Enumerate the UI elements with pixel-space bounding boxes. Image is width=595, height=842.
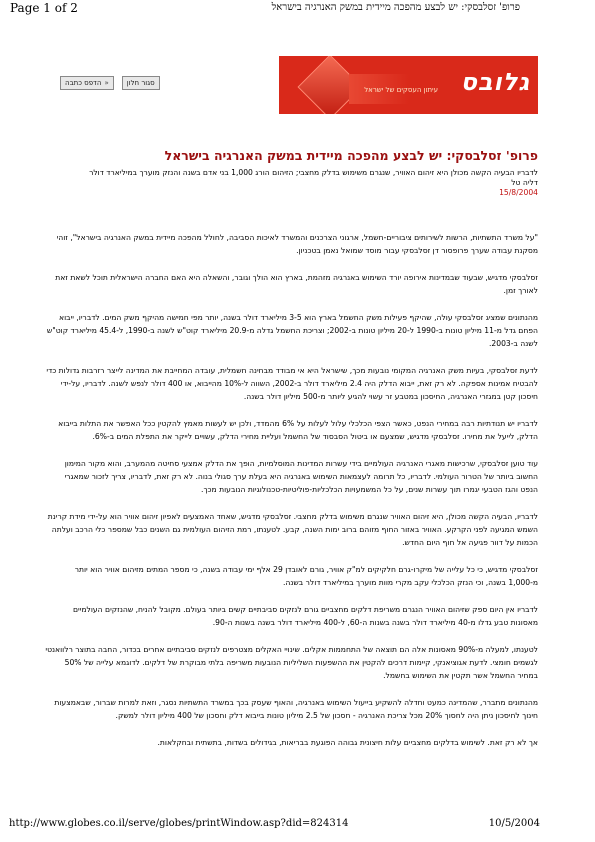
article-paragraph: זסלבסקי מדגיש, כי כל עלייה של מיקרו-גרם חלקיקים למ"ק אוויר, גורם לאובדן 29 אלף ימי עבודה בשנה, כי מספר המתים מזיהום אוויר הוא יותר מ-1,000 בשנה, וכי הנזק הכלכלי עקב מקרי מוות מוערך במיליארד דולר בשנה. [74,565,538,587]
article-body [45,231,538,763]
globes-banner[interactable] [279,56,538,114]
toolbar [60,76,160,90]
print-header-page-number: Page 1 of 2 [10,1,78,15]
article-paragraph: לטענתו, למעלה מ-90% מאסונות אלה הם תוצאה של התחממות אקלים. שינויי האקלים מצטרפים לנזקים סביבתיים אחרים בכדור, החבה בתוצר רלוואנטי לגשמים חומצי. לדעת אגוציאנקי, קיימות דרכים להקטין את ההשפעות השליליות הנובעות משריפה בלתי מבוקרת של דלקים. לדוגמא עלייה של 50% במחיר החשמל אשר תקטין את השימוש בחשמל. [45,645,538,680]
article-paragraph: "על משרד התשתיות, הרשות לשירותים ציבוריים-חשמל, ארגוני הצרכנים והמשרד לאיכות הסביבה, לחולל מהפכה מיידית במשק האנרגיה בישראל", זוהי מסקנת עבודה שערך פרופסור דן זסלבסקי עבור מוסד שמואל נאמן בטכניון. [56,233,538,255]
print-footer-date: 10/5/2004 [488,818,540,829]
print-header-title: פרופ' זסלבסקי: יש לבצע מהפכה מיידית במשק האנרגיה בישראל [271,2,520,13]
article-paragraph: עוד טוען זסלבסקי, שרכישות מאגרי האנרגיה העולמיים בידי עשרות המדינות המוסלמיות, הופך את הדלק אמצעי סחיטה מהמערב, והוא מקור המימון החשוב ביותר של הטרור העולמי. לדבריו, כל תרומה לעצמאות השימוש באנרגיה היא בעלת ערך סגולי בנוה. לא רק זאת, לדבריו, צריך לזכור שמאגרי הנפט והגז הטבעי יגמרו תוך עשרות שנים, על כל המשמעויות הכלכליות-פוליטיות-טכנולוגיות הנובעות מכך. [64,459,538,494]
article-headline: פרופ' זסלבסקי: יש לבצע מהפכה מיידית במשק האנרגיה בישראל [164,148,538,163]
double-arrow-icon: « [104,79,109,87]
article-paragraph: מהנתונים שמציג זסלבסקי עולה, שהיקף פעילות משק החשמל בארץ הוא 3-5 מיליארד דולר בשנה, יותר מפי חמישה מהיקף משק המים. לדבריו, ייבוא הפחם גדל מ-11 מיליון טונות ב-1990 ל-20 מיליון טונות ב-2002; וצריכת החשמל גדלה מ-20.9 מיליארד קוט"ש לשנה ב-1990, ל-45.4 מיליארד קוט"ש לשנה ב-2003. [46,313,538,348]
print-article-label: הדפס כתבה [65,79,102,87]
print-footer-url: http://www.globes.co.il/serve/globes/printWindow.asp?did=824314 [9,818,349,829]
article-subhead: לדבריו הבעיה הקשה מכולן היא זיהום האוויר, שנגרם משימוש בדלק מחצבי; הזיהום הורג 1,000 בני אדם בשנה והנזק מוערך במיליארד דולר [89,168,538,177]
article-paragraph: מהנתונים מתברר, שהמדינה כמעט וחדלה להשקיע בייעול השימוש באנרגיה, והאוף שעסק בכך במשרד התשתיות נסגר, וזאת למרות שברור, שבאמצעות חינוך לחיסכון ניתן היה לחסוך 20% מכל צריכת האנרגיה - חסכון של 2.5 מיליון טונות בייבוא דלק וחסכון של 400 מיליון דולר למשק. [54,698,538,720]
globes-logo: גלובס [460,68,530,96]
article-date: 15/8/2004 [499,188,538,197]
banner-tagline: עיתון העסקים של ישראל [364,86,438,94]
article-paragraph: אך לא רק זאת. לשימוש בדלקים מחצביים עלות חיצונית גבוהה הפוגעת בבריאות, בגידולים בשדות, בתשתית ובחקלאות. [157,738,538,747]
article-author: דליה טל [511,178,538,187]
article-paragraph: לדבריו יש תנודתיות רבה במחירי הנפט, כאשר הצפי הכלכלי עלול לעלות על 6% מהמדד, ולכן יש לעשות מאמץ להקטין ככל האפשר את התלות בייבוא הדלק, לייעל את מחירו. זסלבסקי מדגיש, שמצעם או ביטול הסבסוד של החשמל ועליית מחירי הדלק, עשויים לייקר את התפלת המים ב-6%. [58,419,538,441]
close-window-button[interactable] [122,76,160,90]
article-paragraph: לדעת זסלבסקי, בעיות משק האנרגיה המקומי נובעות מכך, שישראל היא אי מבודד מבחינה חשמלית, עובדה המחייבת את המדינה לייצר רזרבות גדולות כדי להבטיח אמינות אספקה. לא רק זאת, ייבוא הדלק היה 2.4 מיליארד דולר ב-2002, השווה ל-10% מהייבוא, או 400 דולר לנפש לשנה. לדבריו, על-ידי חיסכון קטן במגזרי האנרגיה, החיסכון במטבע זר עשוי להגיע ליותר מ-500 מיליון דולר בשנה. [46,366,538,401]
article-paragraph: לדבריו, הבעיה הקשה מכולן, היא זיהום האוויר שנגרם משימוש בדלק מחצבי. זסלבסקי מדגיש, שאחד האמצעים לאפיון זיהום אוויר הוא על-ידי מידת קרינת השמש המגיעה לפני הקרקע. האוויר באזור החוף מזוהם ברוב ימות השנה, קבע. לטענתו, רמת הזיהום העולמית גם השנים כבל שמספר כלי הרכב ועלתה הכמות על דוור פגיעה אל חוף היום החדש. [47,512,538,547]
print-article-button[interactable] [60,76,114,90]
article-header [28,148,538,198]
article-paragraph: לדבריו אין היום ספק שזיהום האוויר הנגרם משריפת דלקים מחצביים גורם לנזקים סביבתיים קשים ביותר בעולם. מקובל להניח, שהנזקים העולמיים מאסונות טבע גדלו מ-40 מיליארד דולר בשנה בשנות ה-60, ל-400 מיליארד דולר בשנה בשנות ה-90. [72,605,538,627]
article-paragraph: זסלבסקי מדגיש, שבעוד שבמדינות אירופה יורד השימוש באנרגיה מזהמת, בארץ הוא הולך וגובר, והשאלה היא האם החברה הישראלית תוכל לשאת זאת לאורך זמן. [55,273,538,295]
close-window-label: סגור חלון [126,79,155,87]
